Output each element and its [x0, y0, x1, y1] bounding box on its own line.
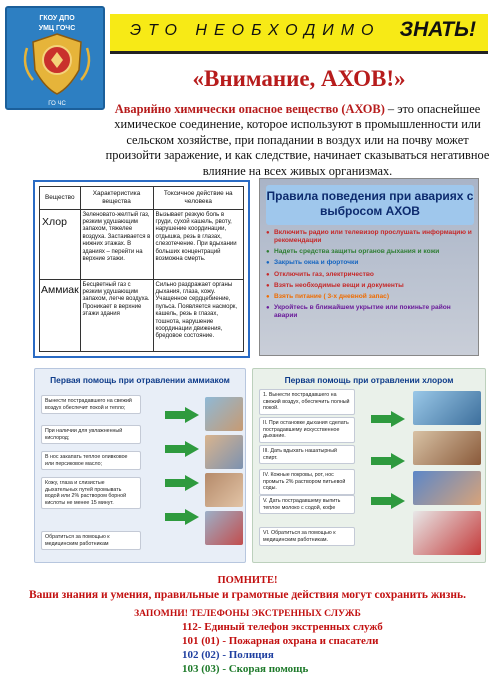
phones-title: ЗАПОМНИ! ТЕЛЕФОНЫ ЭКСТРЕННЫХ СЛУЖБ: [134, 608, 361, 619]
header-characteristic: Характеристика вещества: [80, 187, 153, 209]
aid-ammonia-step: Обратиться за помощью к медицинским работникам: [41, 531, 141, 550]
emblem-logo: [5, 6, 105, 110]
green-arrow-icon: [185, 441, 199, 457]
first-aid-ammonia-panel: [34, 368, 246, 563]
characteristic-chlorine: Зеленовато-желтый газ, резким удушающим запахом, тяжелее воздуха. Застаивается в нижних этажах. В зданиях – перейти на верхние этажи.: [80, 209, 153, 279]
aid-ammonia-step: Вынести пострадавшего на свежий воздух обеспечит покой и тепло;: [41, 395, 141, 414]
banner-spaced-text: ЭТО НЕОБХОДИМО: [130, 22, 381, 39]
phone-fire: 101 (01) - Пожарная охрана и спасатели: [182, 635, 379, 647]
rules-list: [266, 229, 476, 323]
header-effect: Токсичное действие на человека: [153, 187, 243, 209]
rule-item: ● Отключить газ, электричество: [266, 271, 476, 279]
aid-chlorine-step: III. Дать вдыхать нашатырный спирт.: [259, 445, 355, 464]
emblem-bottom-text: ГО ЧС: [48, 101, 66, 107]
green-arrow-icon: [391, 493, 405, 509]
emblem-icon: [7, 8, 105, 110]
aid-ammonia-step: Кожу, глаза и слизистые дыхательных путей промывать водой или 2% раствором борной кислоты не менее 15 минут.: [41, 477, 141, 509]
intro-highlight: Аварийно химически опасное вещество (АХОВ): [114, 102, 385, 116]
green-arrow-icon: [185, 509, 199, 525]
eye-wash-illustration: [205, 473, 243, 507]
rule-item: ● Надеть средства защиты органов дыхания и кожи: [266, 248, 476, 256]
remember-heading: ПОМНИТЕ!: [217, 575, 278, 586]
cpr-illustration: [413, 431, 481, 465]
green-arrow-icon: [391, 411, 405, 427]
rescue-illustration: [205, 397, 243, 431]
ambulance-illustration: [413, 511, 481, 555]
effect-chlorine: Вызывает резкую боль в груди, сухой кашель, рвоту, нарушение координации, отдышка, резь в глазах, слезотечение. При вдыхании больших концентраций возможна смерть.: [153, 209, 243, 279]
emblem-top-text: ГКОУ ДПО: [39, 15, 75, 22]
header-substance: Вещество: [40, 187, 80, 209]
substance-ammonia: Аммиак: [40, 279, 80, 351]
intro-paragraph: [105, 102, 490, 179]
aid-chlorine-step: IV. Кожные покровы, рот, нос промыть 2% раствором питьевой соды.: [259, 469, 355, 495]
effect-ammonia: Сильно раздражает органы дыхания, глаза, кожу. Учащенное сердцебиение, пульса. Появляется насморк, кашель, резь в глазах, тошнота, нарушение координации движения, бредовое состояние.: [155, 281, 238, 340]
green-arrow-icon: [391, 453, 405, 469]
slogan: Ваши знания и умения, правильные и грамотные действия могут сохранить жизнь.: [29, 589, 466, 601]
substances-grid: [40, 187, 243, 351]
rule-item: ● Включить радио или телевизор прослушать информацию и рекомендации: [266, 229, 476, 245]
aid-ammonia-step: В нос закапать теплое оливковое или персиковое масло;: [41, 451, 141, 470]
first-aid-chlorine-title: Первая помощь при отравлении хлором: [284, 375, 454, 385]
oxygen-illustration: [205, 435, 243, 469]
first-aid-ammonia-title: Первая помощь при отравлении аммиаком: [50, 375, 230, 385]
rescue-illustration: [413, 391, 481, 425]
rule-item: ● Взять необходимые вещи и документы: [266, 282, 476, 290]
first-aid-chlorine-panel: [252, 368, 486, 563]
page-title: «Внимание, АХОВ!»: [192, 66, 406, 91]
green-arrow-icon: [185, 407, 199, 423]
characteristic-ammonia: Бесцветный газ с резким удушающим запахом, легче воздуха. Проникает в верхние этажи здания: [80, 279, 153, 351]
rule-item: ● Закрыть окна и форточки: [266, 259, 476, 267]
phone-ambulance: 103 (03) - Скорая помощь: [182, 663, 309, 675]
banner-bold-text: ЗНАТЬ!: [399, 18, 476, 41]
substances-table: [33, 180, 250, 358]
phone-112: 112- Единый телефон экстренных служб: [182, 621, 383, 633]
intro-text: – это опаснейшее химическое соединение, которое используют в промышленности или сельском хозяйстве, при попадании в воздух или на почву может произойти заражение, и как следствие, начинает сказываться негативное влияние на всех живых организмах.: [105, 102, 490, 178]
rule-item: ● Взять питание ( 3-х дневной запас): [266, 293, 476, 301]
aid-ammonia-step: При наличии для увлажненный кислород;: [41, 425, 141, 444]
phone-police: 102 (02) - Полиция: [182, 649, 274, 661]
substance-chlorine: Хлор: [40, 209, 80, 279]
rules-title: Правила поведения при авариях с выбросом АХОВ: [266, 185, 474, 225]
care-illustration: [413, 471, 481, 505]
rules-panel: [259, 178, 479, 356]
medic-illustration: [205, 511, 243, 545]
banner: [110, 14, 488, 54]
aid-chlorine-step: II. При остановке дыхания сделать пострадавшему искусственное дыхание.: [259, 417, 355, 443]
aid-chlorine-step: VI. Обратиться за помощью к медицинским работникам.: [259, 527, 355, 546]
aid-chlorine-step: 1. Вынести пострадавшего на свежий воздух, обеспечить полный покой.: [259, 389, 355, 415]
rule-item: ● Укройтесь в ближайшем укрытие или покиньте район аварии: [266, 304, 476, 320]
emblem-mid-text: УМЦ ГОЧС: [38, 25, 76, 32]
aid-chlorine-step: V. Дать пострадавшему выпить теплое молоко с содой, кофе: [259, 495, 355, 514]
green-arrow-icon: [185, 475, 199, 491]
